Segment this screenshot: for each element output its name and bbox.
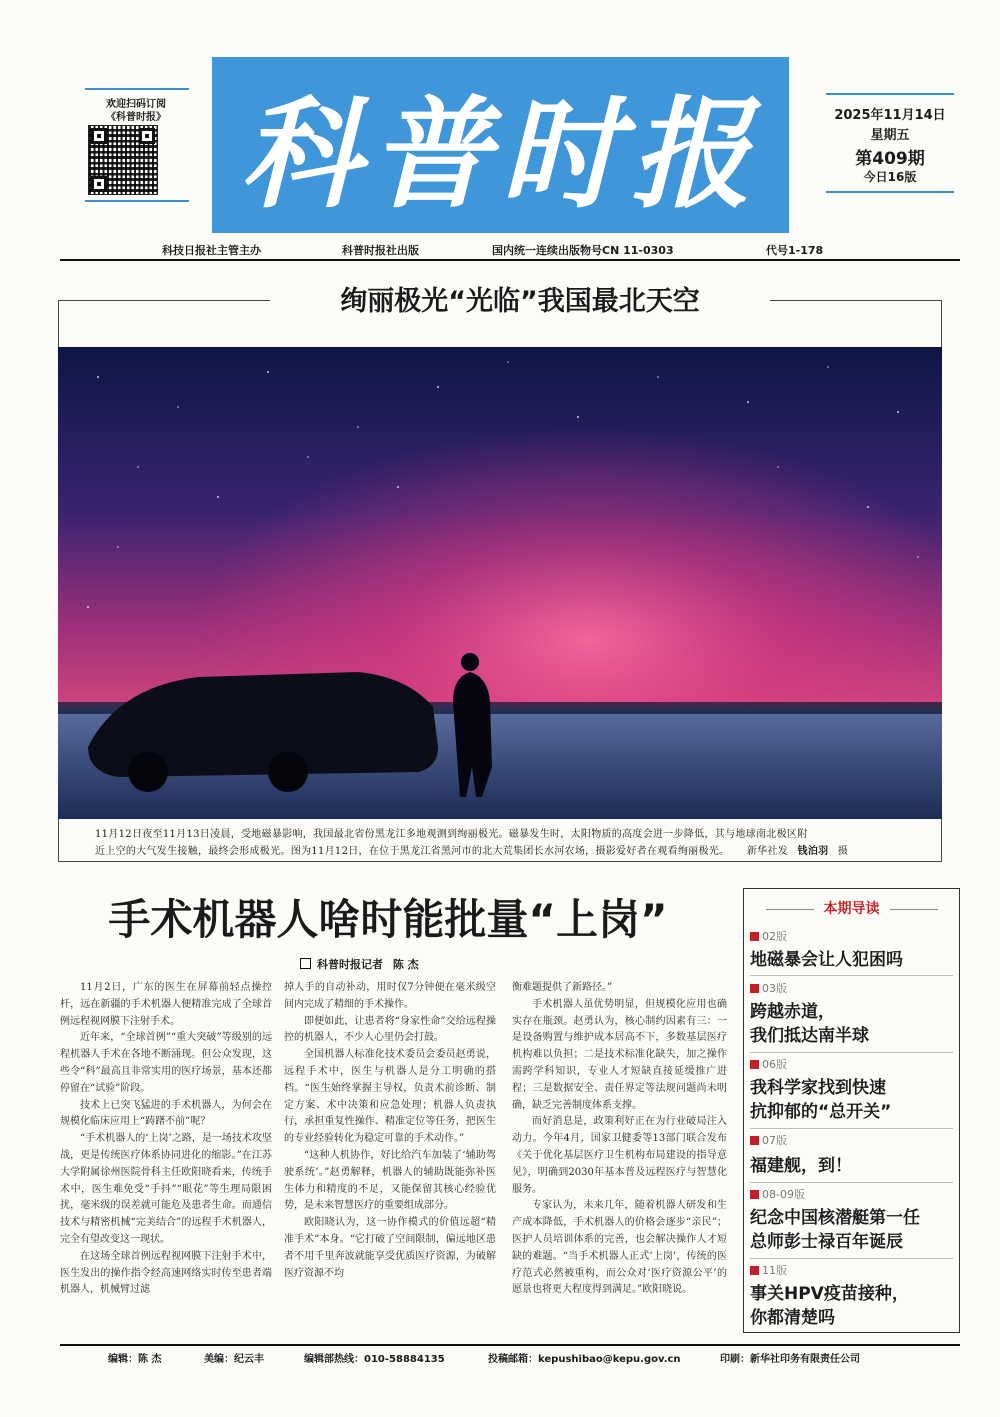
guide-page-label (750, 1262, 787, 1278)
article-paragraph: 全国机器人标准化技术委员会委员赵勇说，远程手术中，医生与机器人是分工明确的搭档。“医生始终掌握主导权，负责术前诊断、制定方案、术中决策和应急处理；机器人负责执行，承担重复性操作、精准定位等任务，把医生的专业经验转化为稳定可靠的手术动作。” (284, 1049, 496, 1145)
footer-email: 投稿邮箱：kepushibao@kepu.gov.cn (488, 1354, 681, 1365)
guide-page-number: 07版 (762, 1134, 787, 1147)
issue-weekday: 星期五 (870, 128, 910, 143)
photo-caption (95, 826, 930, 860)
guide-item-link[interactable] (750, 1154, 955, 1178)
publisher-row (60, 242, 940, 260)
guide-page-number: 03版 (762, 982, 787, 995)
issue-date: 2025年11月14日 (834, 108, 946, 123)
guide-page-number: 11版 (762, 1264, 787, 1277)
qr-bottom-rule (85, 200, 189, 202)
qr-code[interactable] (88, 125, 158, 195)
publisher-name: 科普时报社出版 (342, 244, 419, 257)
guide-item-title: 福建舰，到！ (750, 1156, 852, 1176)
qr-finder (139, 128, 155, 144)
footer-divider (60, 1344, 960, 1346)
red-square-icon (750, 1266, 759, 1275)
guide-item-title: 抗抑郁的“总开关” (750, 1102, 892, 1122)
photo-credit-suffix: 摄 (837, 846, 849, 857)
guide-page-number: 06版 (762, 1058, 787, 1071)
guide-item-title: 地磁暴会让人犯困吗 (750, 950, 903, 970)
qr-top-rule (85, 88, 189, 90)
publisher-sponsor: 科技日报社主管主办 (162, 244, 261, 257)
publisher-code: 代号1-178 (766, 244, 824, 257)
article-paragraph: 即便如此，让患者将“身家性命”交给远程操控的机器人，不少人心里仍会打鼓。 (284, 1015, 496, 1044)
guide-divider (750, 975, 953, 976)
footer (60, 1350, 960, 1366)
article-paragraph: 技术上已突飞猛进的手术机器人，为何会在规模化临床应用上“踌躇不前”呢？ (60, 1099, 272, 1128)
issue-number: 第409期 (855, 149, 925, 169)
article-paragraph: 而好消息是，政策利好正在为行业破局注入动力。今年4月，国家卫健委等13部门联合发布《关于优化基层医疗卫生机构布局建设的指导意见》，明确到2030年基本普及远程医疗与智慧化服务。 (512, 1116, 727, 1195)
guide-item-title: 总师彭士禄百年诞辰 (750, 1232, 903, 1252)
article-paragraph: 专家认为，未来几年，随着机器人研发和生产成本降低，手术机器人的价格会逐步“亲民”；医护人员培训体系的完善，也会解决操作人才短缺的难题。“当手术机器人正式‘上岗’，传统的医疗范式必然被重构，而公众对‘医疗资源公平’的愿景也将更大程度得到满足。”欧阳晓说。 (512, 1200, 727, 1296)
article-column-3 (512, 980, 727, 1299)
guide-item-link[interactable] (750, 1000, 955, 1048)
qr-caption-line1: 欢迎扫码订阅 (106, 99, 166, 110)
guide-item-link[interactable] (750, 1076, 955, 1124)
qr-caption (80, 98, 192, 124)
footer-editor: 编辑：陈 杰 (108, 1354, 162, 1365)
article-column-1 (60, 980, 272, 1299)
article-paragraph: “手术机器人的‘上岗’之路，是一场技术攻坚战，更是传统医疗体系协同进化的缩影。”在江苏大学附属徐州医院骨科主任欧阳晓看来，传统手术中，医生难免受“手抖”“眼花”等生理局限困扰，毫米级的误差就可能危及患者生命。而通信技术与精密机械“完美结合”的远程手术机器人，完全有望改变这一现状。 (60, 1133, 272, 1245)
guide-item-link[interactable] (750, 1282, 955, 1330)
guide-title: 本期导读 (743, 898, 960, 918)
article-paragraph: “这种人机协作，好比给汽车加装了‘辅助驾驶系统’。”赵勇解释，机器人的辅助既能弥补医生体力和精度的不足，又能保留其核心经验优势，是未来智慧医疗的重要组成部分。 (284, 1149, 496, 1212)
red-square-icon (750, 1190, 759, 1199)
red-square-icon (750, 984, 759, 993)
caption-line1: 11月12日夜至11月13日凌晨，受地磁暴影响，我国最北省份黑龙江多地观测到绚丽极光。磁暴发生时，太阳物质的高度会进一步降低，其与地球南北极区附 (95, 829, 808, 840)
guide-divider (750, 1258, 953, 1259)
qr-finder (91, 128, 107, 144)
guide-item-title: 事关HPV疫苗接种， (750, 1284, 909, 1304)
byline-name: 陈 杰 (392, 958, 419, 971)
aurora-photo-illustration (58, 347, 942, 819)
article-paragraph: 衡难题提供了新路径。” (512, 982, 613, 993)
guide-page-number: 02版 (762, 930, 787, 943)
guide-item-title: 我们抵达南半球 (750, 1026, 869, 1046)
feature-headline[interactable]: 绚丽极光“光临”我国最北天空 (340, 286, 700, 317)
date-top-rule (826, 93, 954, 95)
byline-square-icon (300, 958, 311, 969)
photo-credit-agency: 新华社发 (746, 846, 789, 857)
guide-item-title: 我科学家找到快速 (750, 1078, 886, 1098)
article-paragraph: 欧阳晓认为，这一协作模式的价值远超“精准手术”本身。“它打破了空间限制，偏远地区患者不用千里奔波就能享受优质医疗资源，为破解医疗资源不均 (284, 1217, 496, 1279)
caption-line2-text: 近上空的大气发生接触，最终会形成极光。图为11月12日，在位于黑龙江省黑河市的北大荒集团长水河农场，摄影爱好者在观看绚丽极光。 (95, 846, 730, 857)
publisher-cn: 国内统一连续出版物号CN 11-0303 (492, 244, 674, 257)
byline-prefix: 科普时报记者 (317, 958, 383, 971)
guide-divider (750, 1182, 953, 1183)
guide-item-link[interactable] (750, 948, 955, 972)
article-column-2 (284, 980, 496, 1282)
article-paragraph: 手术机器人虽优势明显，但规模化应用也确实存在瓶颈。赵勇认为，核心制约因素有三：一是设备购置与维护成本居高不下，多数基层医疗机构难以负担；二是技术标准化缺失，加之操作需跨学科知识，专业人才短缺直接延缓推广进程；三是数据安全、责任界定等法规问题尚未明确，缺乏完善制度体系支撑。 (512, 998, 727, 1111)
guide-page-label (750, 980, 787, 996)
guide-item-title: 你都清楚吗 (750, 1308, 835, 1328)
qr-finder (91, 176, 107, 192)
guide-item-title: 纪念中国核潜艇第一任 (750, 1208, 920, 1228)
guide-divider (750, 1128, 953, 1129)
red-square-icon (750, 1060, 759, 1069)
guide-item-title: 跨越赤道， (750, 1002, 835, 1022)
qr-caption-line2: 《科普时报》 (106, 112, 166, 123)
footer-designer: 美编：纪云丰 (204, 1354, 264, 1365)
caption-line2 (95, 843, 930, 860)
article-byline (300, 956, 500, 972)
aurora-photo[interactable] (58, 347, 942, 819)
red-square-icon (750, 1136, 759, 1145)
article-paragraph: 近年来，“全球首例”“重大突破”等级别的远程机器人手术在各地不断涌现。但公众发现，这些令“科”最高且非常实用的医疗场景，基本还都停留在“试验”阶段。 (60, 1032, 272, 1094)
guide-divider (750, 1052, 953, 1053)
article-paragraph: 掉人手的自动补动，用时仅7分钟便在毫米级空间内完成了精细的手术操作。 (284, 982, 496, 1010)
article-paragraph: 在这场全球首例远程视网膜下注射手术中，医生发出的操作指令经高速网络实时传至患者端机器人，机械臂过滤 (60, 1250, 272, 1296)
guide-page-number: 08-09版 (762, 1188, 805, 1201)
masthead-divider (60, 259, 960, 261)
article-headline[interactable]: 手术机器人啥时能批量“上岗” (108, 895, 668, 944)
footer-printer: 印刷：新华社印务有限责任公司 (720, 1354, 860, 1365)
photo-credit-name: 钱泊羽 (797, 846, 829, 857)
guide-page-label (750, 1186, 805, 1202)
guide-page-label (750, 928, 787, 944)
guide-page-label (750, 1056, 787, 1072)
article-paragraph: 11月2日，广东的医生在屏幕前轻点操控杆，远在新疆的手术机器人便精准完成了全球首例远程视网膜下注射手术。 (60, 982, 272, 1027)
masthead-logo: 科普时报 (240, 86, 761, 225)
footer-hotline: 编辑部热线：010-58884135 (304, 1354, 445, 1365)
date-bottom-rule (826, 191, 954, 193)
red-square-icon (750, 932, 759, 941)
issue-pages: 今日16版 (863, 170, 917, 184)
guide-item-link[interactable] (750, 1206, 955, 1254)
guide-page-label (750, 1132, 787, 1148)
